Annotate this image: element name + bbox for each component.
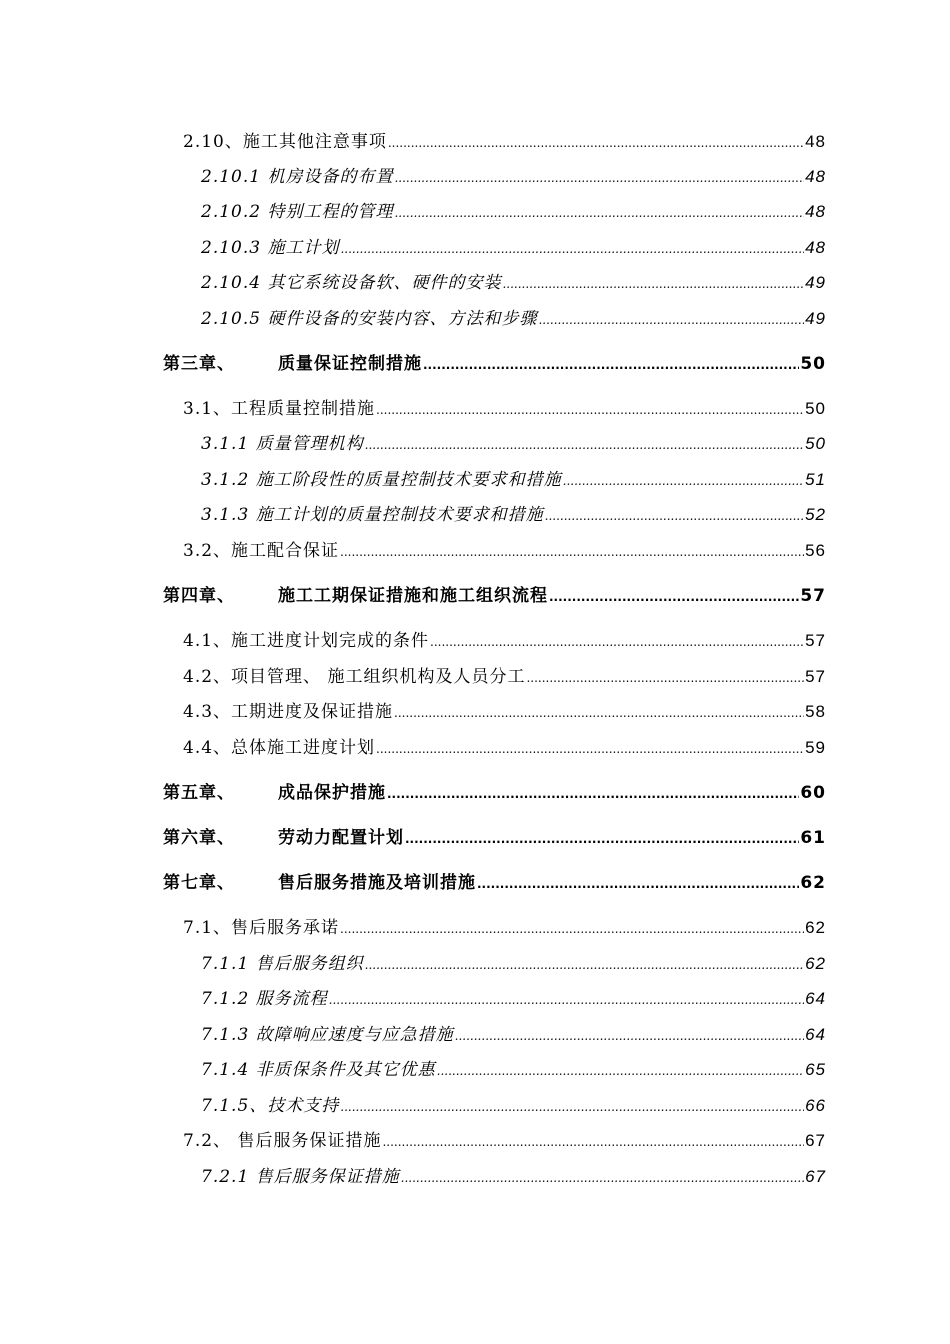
toc-entry-label: 4.3、工期进度及保证措施 [183,702,394,722]
toc-entry-label: 4.4、总体施工进度计划 [183,738,376,758]
toc-entry[interactable] [201,465,826,490]
toc-dot-leader [394,171,804,185]
toc-entry-label: 7.1、售后服务承诺 [183,918,340,938]
toc-page-number: 62 [805,918,826,937]
toc-page-number: 48 [805,167,826,186]
toc-dot-leader [376,403,804,417]
toc-entry[interactable] [183,913,826,938]
toc-dot-leader [437,1064,804,1078]
toc-dot-leader [340,242,804,256]
toc-page-number: 64 [805,989,826,1008]
toc-entry-label: 7.1.5、技术支持 [201,1096,340,1116]
toc-entry-label: 7.1.4 非质保条件及其它优惠 [201,1060,436,1080]
toc-entry[interactable] [183,697,826,722]
toc-page-number: 67 [805,1131,826,1150]
toc-page-number: 56 [805,541,826,560]
toc-entry[interactable] [201,304,826,329]
toc-page-number: 67 [805,1167,826,1186]
toc-chapter-number: 第七章、 [163,873,235,893]
toc-entry[interactable] [163,581,826,606]
toc-dot-leader [430,635,804,649]
toc-entry-label: 2.10.2 特别工程的管理 [201,202,394,222]
toc-entry-label: 售后服务措施及培训措施 [278,873,476,893]
toc-entry[interactable] [183,626,826,651]
toc-dot-leader [423,358,799,372]
toc-dot-leader [502,277,804,291]
toc-dot-leader [394,706,804,720]
toc-entry-label: 7.1.1 售后服务组织 [201,954,364,974]
toc-page-number: 48 [805,132,826,151]
toc-dot-leader [455,1029,804,1043]
toc-page-number: 66 [805,1096,826,1115]
toc-page-number: 49 [805,273,826,292]
toc-dot-leader [340,922,804,936]
toc-page-number: 50 [800,354,826,374]
toc-entry-label: 7.1.2 服务流程 [201,989,328,1009]
toc-entry-label: 劳动力配置计划 [278,828,404,848]
toc-entry[interactable] [201,197,826,222]
toc-entry[interactable] [163,778,826,803]
toc-entry-label: 3.1.1 质量管理机构 [201,434,364,454]
toc-page-number: 52 [805,505,826,524]
toc-dot-leader [394,206,804,220]
toc-dot-leader [538,313,804,327]
toc-page-number: 59 [805,738,826,757]
toc-page-number: 62 [805,954,826,973]
toc-chapter-number: 第六章、 [163,828,235,848]
toc-dot-leader [340,545,804,559]
toc-entry[interactable] [183,394,826,419]
toc-chapter-number: 第四章、 [163,586,235,606]
toc-dot-leader [549,590,799,604]
toc-page-number: 57 [800,586,826,606]
toc-dot-leader [388,136,804,150]
toc-dot-leader [405,832,799,846]
toc-dot-leader [563,474,804,488]
toc-page-number: 50 [805,399,826,418]
toc-entry[interactable] [201,268,826,293]
toc-entry[interactable] [201,500,826,525]
toc-dot-leader [401,1171,804,1185]
toc-page-number: 50 [805,434,826,453]
toc-page-number: 57 [805,631,826,650]
toc-dot-leader [329,993,804,1007]
toc-entry[interactable] [201,1020,826,1045]
toc-entry-label: 3.1.3 施工计划的质量控制技术要求和措施 [201,505,544,525]
toc-entry[interactable] [201,949,826,974]
toc-page-number: 62 [800,873,826,893]
toc-entry-label: 2.10、施工其他注意事项 [183,132,387,152]
toc-entry-label: 3.2、施工配合保证 [183,541,340,561]
toc-entry[interactable] [163,868,826,893]
toc-entry-label: 3.1.2 施工阶段性的质量控制技术要求和措施 [201,470,562,490]
toc-entry-label: 3.1、工程质量控制措施 [183,399,376,419]
toc-dot-leader [526,671,804,685]
toc-dot-leader [477,877,799,891]
toc-entry-label: 2.10.4 其它系统设备软、硬件的安装 [201,273,502,293]
toc-entry-label: 成品保护措施 [278,783,386,803]
toc-entry[interactable] [163,823,826,848]
toc-chapter-number: 第三章、 [163,354,235,374]
toc-page-number: 48 [805,202,826,221]
toc-page-number: 65 [805,1060,826,1079]
toc-dot-leader [340,1100,804,1114]
toc-entry[interactable] [201,984,826,1009]
toc-entry[interactable] [183,127,826,152]
toc-entry-label: 2.10.1 机房设备的布置 [201,167,394,187]
toc-entry[interactable] [183,733,826,758]
toc-page-number: 48 [805,238,826,257]
toc-dot-leader [382,1135,804,1149]
toc-page-number: 64 [805,1025,826,1044]
toc-entry-label: 2.10.3 施工计划 [201,238,340,258]
toc-chapter-number: 第五章、 [163,783,235,803]
toc-entry[interactable] [183,662,826,687]
toc-page-number: 58 [805,702,826,721]
toc-dot-leader [545,509,804,523]
toc-dot-leader [387,787,799,801]
toc-page-number: 51 [805,470,826,489]
toc-entry[interactable] [183,1126,826,1151]
toc-entry[interactable] [201,162,826,187]
toc-dot-leader [365,958,804,972]
toc-page-number: 49 [805,309,826,328]
toc-entry[interactable] [201,1055,826,1080]
toc-entry-label: 质量保证控制措施 [278,354,422,374]
toc-dot-leader [376,742,804,756]
toc-entry[interactable] [201,429,826,454]
toc-entry[interactable] [201,233,826,258]
toc-entry-label: 7.2.1 售后服务保证措施 [201,1167,400,1187]
toc-entry-label: 4.2、项目管理、 施工组织机构及人员分工 [183,667,526,687]
toc-entry-label: 7.2、 售后服务保证措施 [183,1131,382,1151]
toc-entry-label: 施工工期保证措施和施工组织流程 [278,586,548,606]
toc-entry[interactable] [163,349,826,374]
toc-entry-label: 7.1.3 故障响应速度与应急措施 [201,1025,454,1045]
toc-entry[interactable] [201,1091,826,1116]
toc-entry[interactable] [183,536,826,561]
toc-entry-label: 4.1、施工进度计划完成的条件 [183,631,430,651]
toc-entry-label: 2.10.5 硬件设备的安装内容、方法和步骤 [201,309,538,329]
toc-entry[interactable] [201,1162,826,1187]
toc-dot-leader [365,438,804,452]
toc-page-number: 57 [805,667,826,686]
toc-page-number: 61 [800,828,826,848]
toc-page-number: 60 [800,783,826,803]
